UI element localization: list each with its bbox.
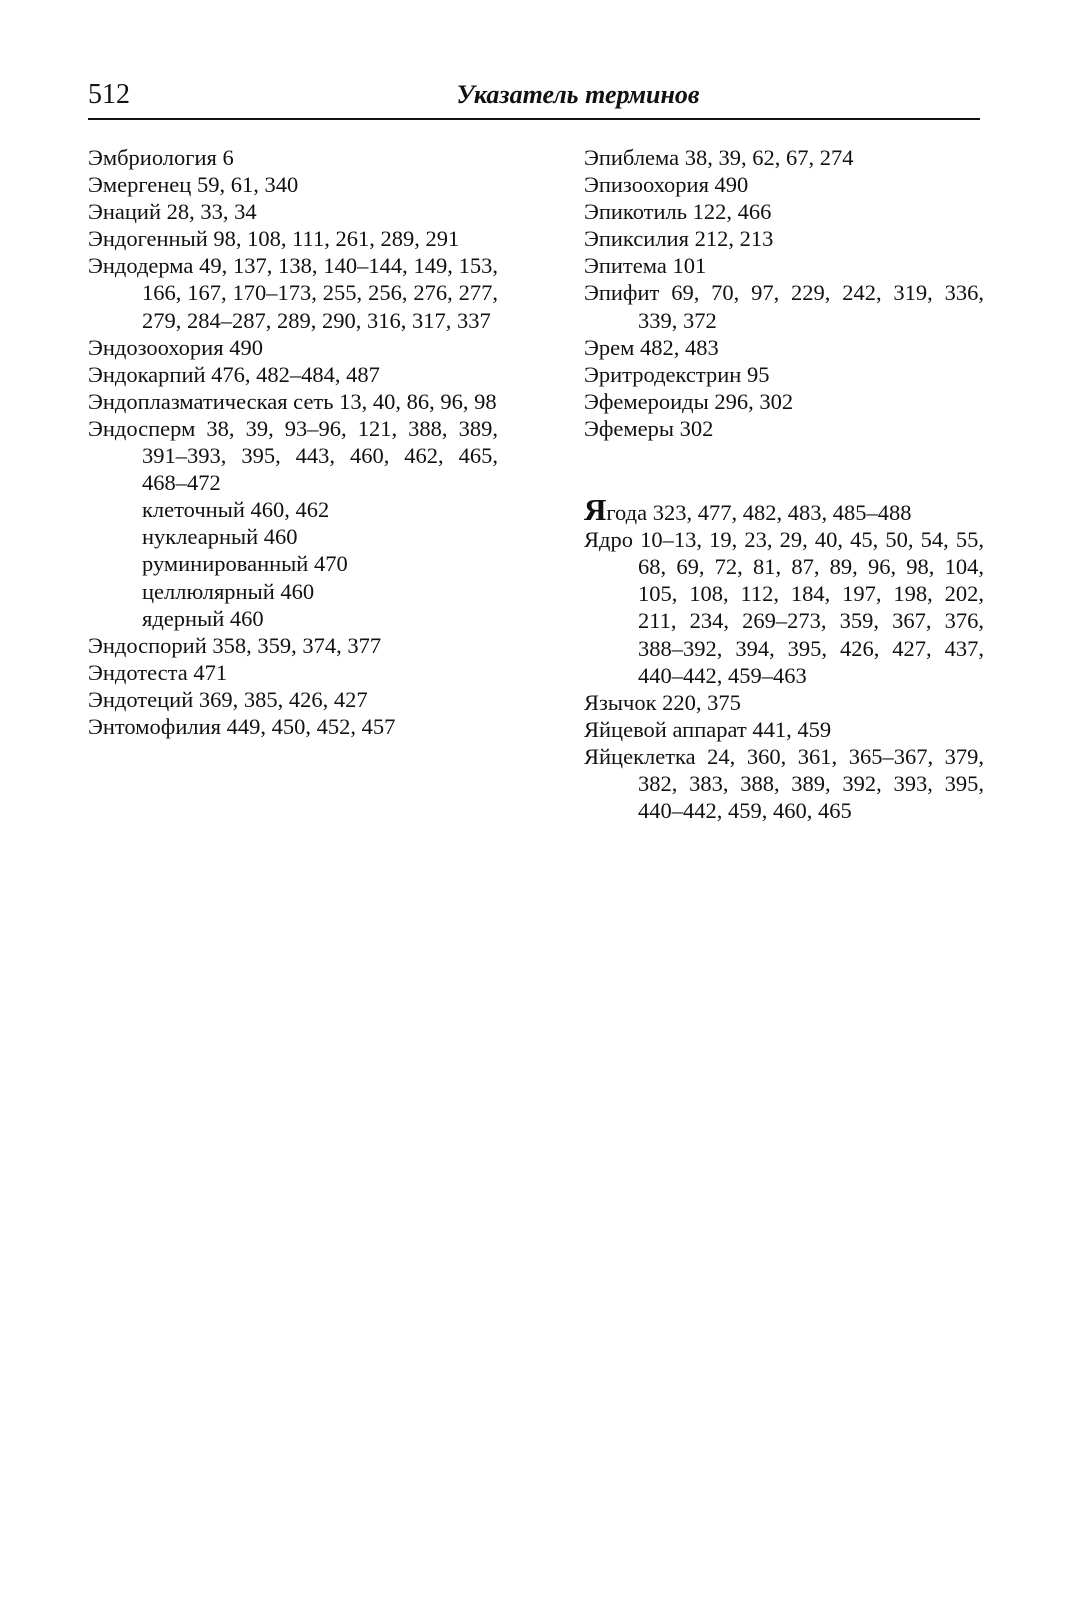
index-entry: Эндоспорий 358, 359, 374, 377 xyxy=(88,632,382,658)
index-entry: Эпиблема 38, 39, 62, 67, 274 xyxy=(584,145,854,170)
index-entry: Эндозоохория 490 xyxy=(88,334,263,360)
index-entry: Эпизоохория 490 xyxy=(584,172,749,198)
index-entry: Энаций 28, 33, 34 xyxy=(88,199,257,225)
index-entry: Эмергенец 59, 61, 340 xyxy=(88,172,299,198)
index-subentry: нуклеарный 460 xyxy=(142,524,298,550)
index-entry: Эритродекстрин 95 xyxy=(584,361,770,387)
index-entry: Эфемероиды 296, 302 xyxy=(584,388,794,414)
page-header xyxy=(88,78,980,120)
running-title: Указатель терминов xyxy=(456,80,700,109)
index-entry: Эндосперм 38, 39, 93–96, 121, 388, 389, 391–393, 395, 443, 460, 462, 465, 468–472 xyxy=(88,415,498,496)
index-entry: Эпиксилия 212, 213 xyxy=(584,226,774,252)
index-subentry: клеточный 460, 462 xyxy=(142,497,330,523)
letter-section-gap xyxy=(584,442,984,496)
index-entry: Эндокарпий 476, 482–484, 487 xyxy=(88,361,380,387)
index-entry: Эфемеры 302 xyxy=(584,415,714,441)
index-column-left xyxy=(88,144,498,740)
index-subentry: ядерный 460 xyxy=(142,605,264,631)
index-entry: Эндоплазматическая сеть 13, 40, 86, 96, 98 xyxy=(88,388,497,414)
index-column-right xyxy=(584,144,984,824)
index-entry: Эндотеций 369, 385, 426, 427 xyxy=(88,686,368,712)
section-initial-letter: Я xyxy=(584,492,607,528)
index-entry-text: года 323, 477, 482, 483, 485–488 xyxy=(606,500,912,526)
index-entry: Эндодерма 49, 137, 138, 140–144, 149, 153, 166, 167, 170–173, 255, 256, 276, 277, 279, 284–287, 289, 290, 316, 317, 337 xyxy=(88,253,498,333)
index-entry: Яйцевой аппарат 441, 459 xyxy=(584,716,832,742)
index-entry: Эмбриология 6 xyxy=(88,145,234,170)
index-entry: Яйцеклетка 24, 360, 361, 365–367, 379, 382, 383, 388, 389, 392, 393, 395, 440–442, 459, 460, 465 xyxy=(584,743,984,824)
index-entry: Эпитема 101 xyxy=(584,253,707,279)
index-entry: Эпифит 69, 70, 97, 229, 242, 319, 336, 339, 372 xyxy=(584,280,984,333)
index-entry: Ядро 10–13, 19, 23, 29, 40, 45, 50, 54, 55, 68, 69, 72, 81, 87, 89, 96, 98, 104, 105, 108, 112, 184, 197, 198, 202, 211, 234, 269–273, 359, 367, 376, 388–392, 394, 395, 426, 427, 437, 440–442, 459–463 xyxy=(584,527,984,688)
index-subentry: целлюлярный 460 xyxy=(142,578,315,604)
index-entry: Эпикотиль 122, 466 xyxy=(584,199,772,225)
index-entry: Эндогенный 98, 108, 111, 261, 289, 291 xyxy=(88,226,460,252)
index-entry: Язычок 220, 375 xyxy=(584,689,741,715)
index-entry: Эндотеста 471 xyxy=(88,659,228,685)
index-entry: Энтомофилия 449, 450, 452, 457 xyxy=(88,713,396,739)
index-entry: Эрем 482, 483 xyxy=(584,334,719,360)
index-entry xyxy=(584,492,984,528)
page-number: 512 xyxy=(88,79,130,110)
index-subentry: руминированный 470 xyxy=(142,551,348,577)
